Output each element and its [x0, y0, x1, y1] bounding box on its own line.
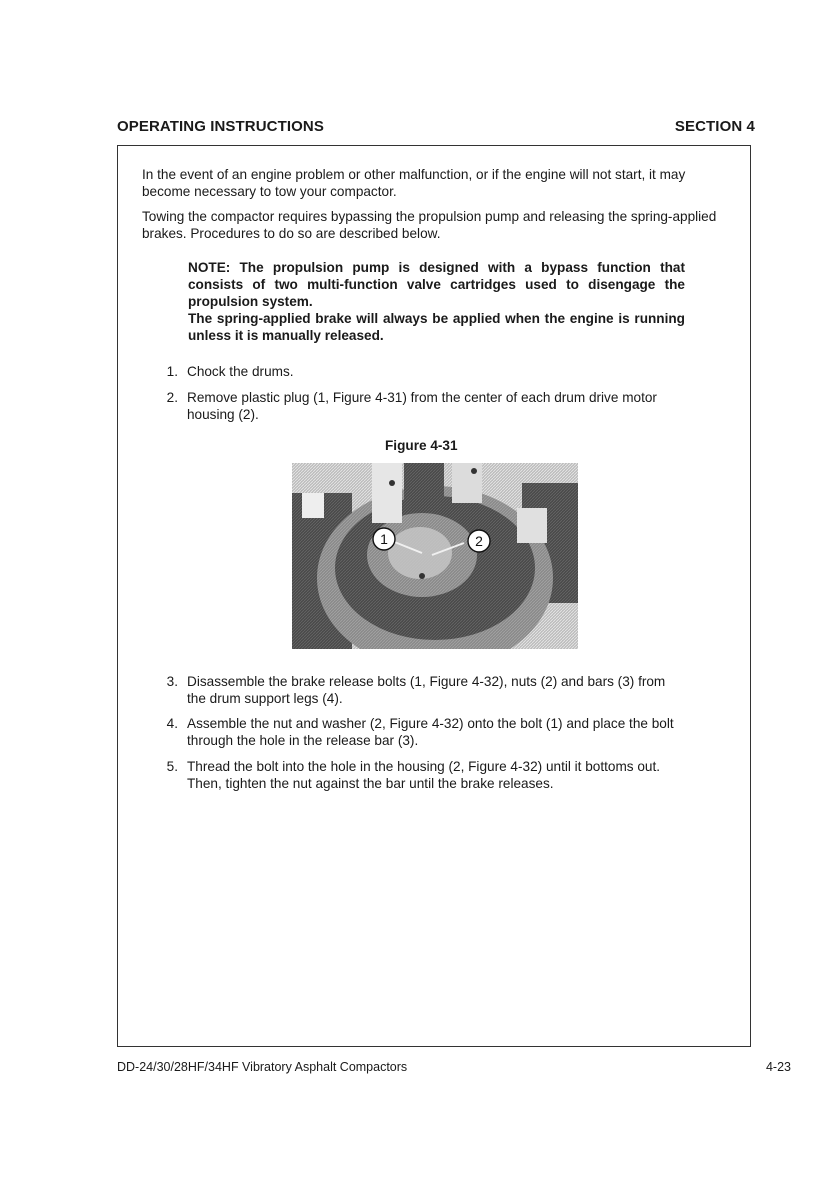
step-number: 3. — [166, 674, 178, 689]
footer-title: DD-24/30/28HF/34HF Vibratory Asphalt Compactors — [117, 1060, 408, 1074]
intro-paragraph-1: In the event of an engine problem or other malfunction, or if the engine will not start, it may become necessary to tow your compactor. — [142, 167, 686, 199]
note-text-1: NOTE: The propulsion pump is designed with a bypass function that consists of two multi-function valve cartridges used to disengage the propulsion system. — [188, 260, 685, 309]
callout-1-label: 1 — [380, 531, 388, 547]
page-number: 4-23 — [765, 1060, 791, 1074]
step-text: Chock the drums. — [187, 364, 294, 379]
step-number: 5. — [166, 759, 178, 774]
step-text: Thread the bolt into the hole in the housing (2, Figure 4-32) until it bottoms out. Then, tighten the nut against the bar until the brake releases. — [187, 759, 661, 791]
section-number: SECTION 4 — [674, 118, 755, 135]
figure-photo — [292, 463, 578, 649]
step-number: 2. — [166, 390, 178, 405]
intro-paragraph-2: Towing the compactor requires bypassing the propulsion pump and releasing the spring-applied brakes. Procedures to do so are described below. — [142, 209, 717, 241]
step-number: 4. — [166, 716, 178, 731]
note-block — [188, 259, 685, 344]
step-text: Assemble the nut and washer (2, Figure 4-32) onto the bolt (1) and place the bolt through the hole in the release bar (3). — [187, 716, 674, 748]
callout-layer — [292, 463, 578, 649]
figure-caption: Figure 4-31 — [385, 438, 458, 453]
callout-1 — [373, 528, 395, 550]
section-title: OPERATING INSTRUCTIONS — [117, 118, 324, 135]
note-text-2: The spring-applied brake will always be applied when the engine is running unless it is manually released. — [188, 311, 685, 343]
callout-2-label: 2 — [475, 533, 483, 549]
step-text: Remove plastic plug (1, Figure 4-31) from the center of each drum drive motor housing (2). — [187, 390, 657, 422]
step-number: 1. — [166, 364, 178, 379]
callout-2 — [468, 530, 490, 552]
step-text: Disassemble the brake release bolts (1, Figure 4-32), nuts (2) and bars (3) from the drum support legs (4). — [187, 674, 666, 706]
